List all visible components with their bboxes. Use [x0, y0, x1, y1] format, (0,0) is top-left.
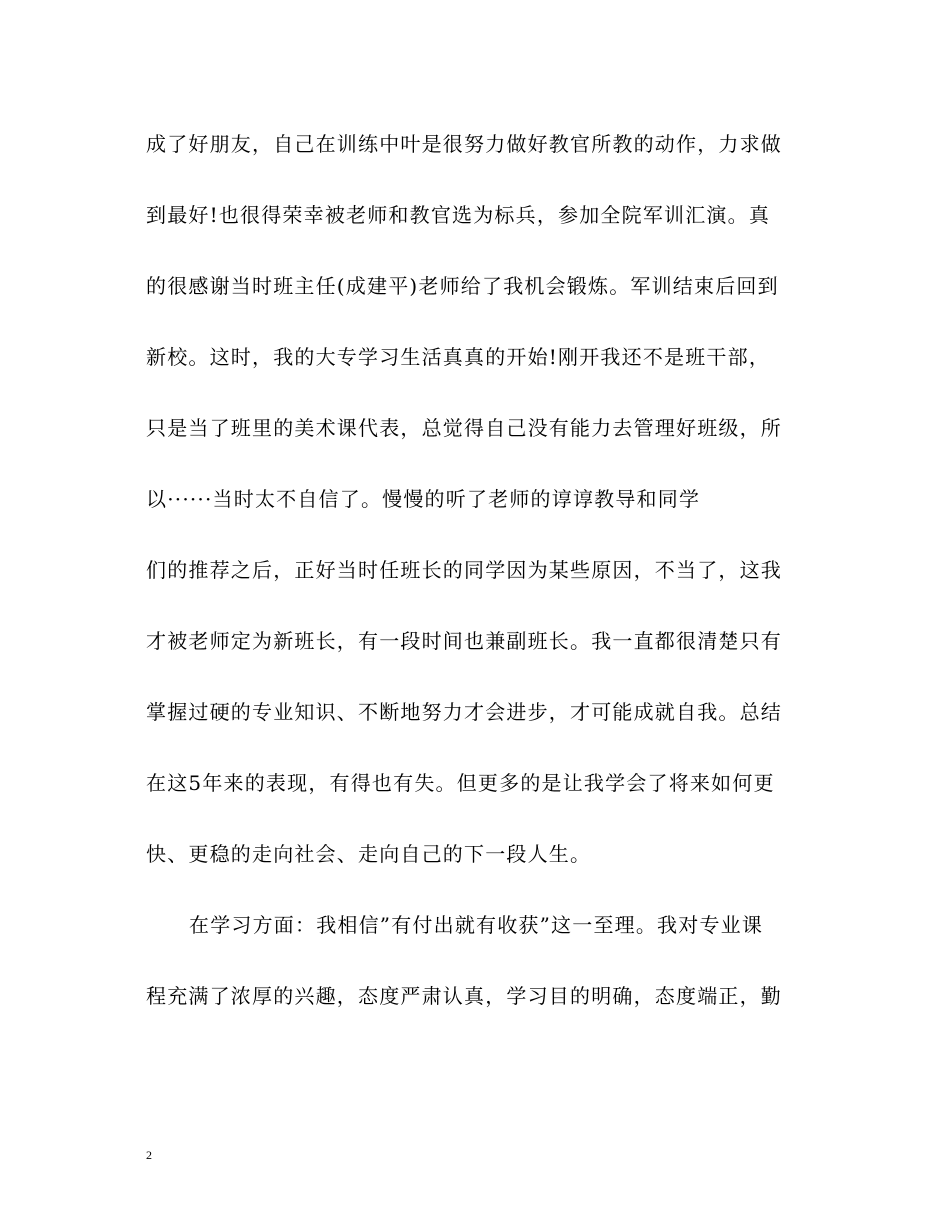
body-text	[146, 120, 806, 1043]
text-line: 们的推荐之后，正好当时任班长的同学因为某些原因，不当了，这我	[146, 558, 782, 582]
text-line: 成了好朋友，自己在训练中叶是很努力做好教官所教的动作，力求做	[146, 132, 782, 156]
text-line: 掌握过硬的专业知识、不断地努力才会进步，才可能成就自我。总结	[146, 700, 782, 724]
text-line: 才被老师定为新班长，有一段时间也兼副班长。我一直都很清楚只有	[146, 629, 782, 653]
text-line: 只是当了班里的美术课代表，总觉得自己没有能力去管理好班级，所	[146, 416, 782, 440]
text-line: 新校。这时，我的大专学习生活真真的开始!刚开我还不是班干部，	[146, 345, 771, 369]
text-line: 以······当时太不自信了。慢慢的听了老师的谆谆教导和同学	[146, 487, 701, 511]
text-line: 程充满了浓厚的兴趣，态度严肃认真，学习目的明确，态度端正，勤	[146, 984, 782, 1008]
text-line: 快、更稳的走向社会、走向自己的下一段人生。	[146, 842, 592, 866]
text-line: 在这5年来的表现，有得也有失。但更多的是让我学会了将来如何更	[146, 771, 775, 795]
page-number: 2	[146, 1148, 152, 1162]
paragraph-start-line: 在学习方面：我相信”有付出就有收获”这一至理。我对专业课	[189, 913, 764, 937]
text-line: 到最好!也很得荣幸被老师和教官选为标兵，参加全院军训汇演。真	[146, 203, 771, 227]
text-line: 的很感谢当时班主任(成建平)老师给了我机会锻炼。军训结束后回到	[146, 274, 779, 298]
